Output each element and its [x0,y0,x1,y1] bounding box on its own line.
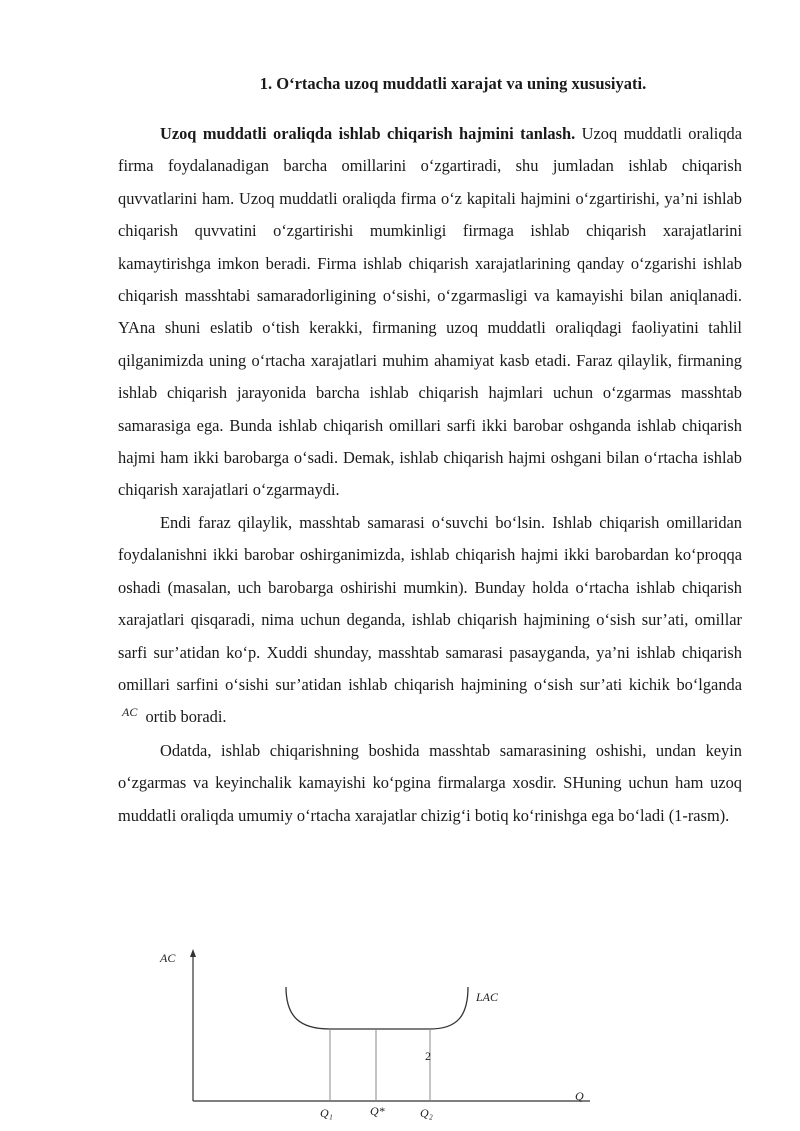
lac-diagram [150,945,600,1131]
y-axis-label: AC [160,951,176,965]
paragraph-3 [118,735,742,832]
paragraph-2-text: Endi faraz qilaylik, masshtab samarasi o‘suvchi bo‘lsin. Ishlab chiqarish omillaridan foydalanishni ikki barobar oshirganimizda, ishlab chiqarish hajmi ikki barobardan ko‘proqqa oshadi (masalan, uch barobarga oshirishi mumkin). Bunday holda o‘rtacha ishlab chiqarish xarajatlari qisqaradi, nima uchun deganda, ishlab chiqarish hajmining o‘sish sur’ati, omillar sarfi sur’atidan ko‘p. Xuddi shunday, masshtab samarasi pasayganda, ya’ni ishlab chiqarish omillari sarfini o‘sishi sur’atidan ishlab chiqarish hajmining o‘sish sur’ati kichik bo‘lganda [118,512,742,694]
ac-symbol: AC [122,705,138,720]
mid-label: 2 [425,1049,431,1063]
y-axis-arrow [190,949,196,957]
paragraph-2-tail: ortib boradi. [145,707,227,727]
paragraph-1-text: Uzoq muddatli oraliqda firma foydalanadigan barcha omillarini o‘zgartiradi, shu jumladan ishlab chiqarish quvvatlarini ham. Uzoq muddatli oraliqda firma o‘z kapitali hajmini o‘zgartirishi, ya’ni ishlab chiqarish quvvatini o‘zgartirishi mumkinligi firmaga ishlab chiqarish xarajatlarini kamaytirishga imkon beradi. Firma ishlab chiqarish xarajatlarining qanday o‘zgarishi ishlab chiqarish masshtabi samaradorligining o‘sishi, o‘zgarmasligi va kamayishi bilan aniqlanadi. YAna shuni eslatib o‘tish kerakki, firmaning uzoq muddatli oraliqdagi faoliyatini tahlil qilganimizda uning o‘rtacha xarajatlari muhim ahamiyat kasb etadi. Faraz qilaylik, firmaning ishlab chiqarish jarayonida barcha ishlab chiqarish hajmlari uchun o‘zgarmas masshtab samarasiga ega. Bunda ishlab chiqarish omillari sarfi ikki barobar oshganda ishlab chiqarish hajmi ham ikki barobarga o‘sadi. Demak, ishlab chiqarish hajmi oshgani bilan o‘rtacha ishlab chiqarish xarajatlari o‘zgarmaydi. [118,124,742,500]
section-title: 1. O‘rtacha uzoq muddatli xarajat va uning xususiyati. [259,74,647,93]
tick-q1: Q₁ [320,1106,333,1120]
x-axis-label: Q [575,1089,584,1103]
paragraph-2 [118,507,742,735]
lac-curve [286,987,468,1029]
tick-qstar: Q* [370,1104,385,1118]
paragraph-3-text: Odatda, ishlab chiqarishning boshida masshtab samarasining oshishi, undan keyin o‘zgarmas va keyinchalik kamayishi ko‘pgina firmalarga xosdir. SHuning uchun ham uzoq muddatli oraliqda umumiy o‘rtacha xarajatlar chizig‘i botiq ko‘rinishga ega bo‘ladi (1-rasm). [118,740,742,825]
paragraph-1 [118,118,742,507]
tick-q2: Q₂ [420,1106,433,1120]
lac-label: LAC [476,990,499,1004]
body-text [118,118,742,832]
paragraph-1-lead: Uzoq muddatli oraliqda ishlab chiqarish hajmini tanlash. [160,124,576,143]
lac-figure [150,945,600,1131]
